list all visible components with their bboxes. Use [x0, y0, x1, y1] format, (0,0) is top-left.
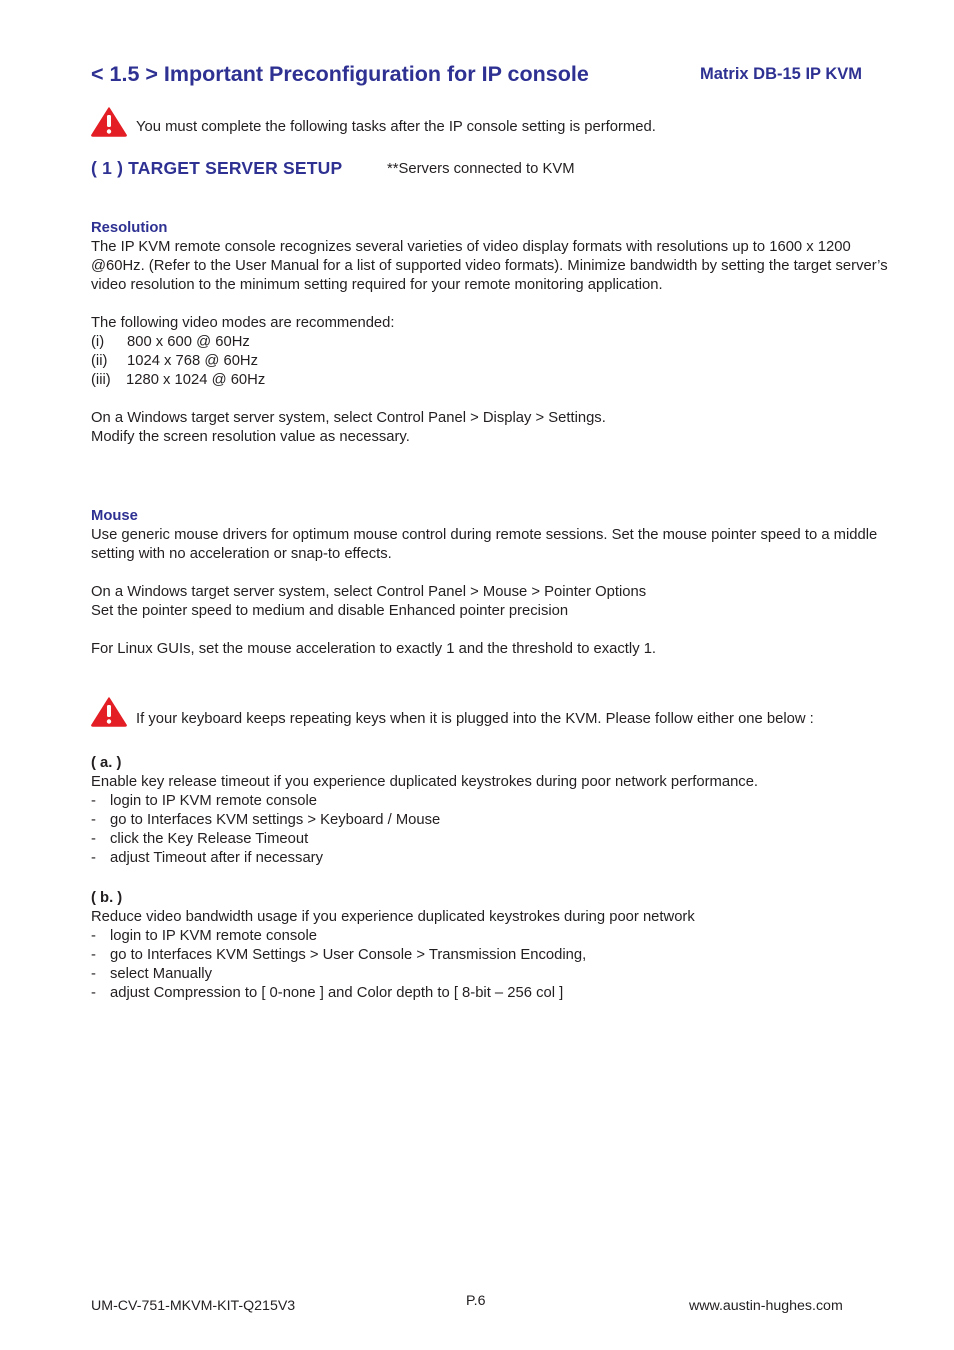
- linux-mouse-instruction: For Linux GUIs, set the mouse acceleration to exactly 1 and the threshold to exactly 1.: [91, 641, 657, 657]
- list-item: - adjust Compression to [ 0-none ] and Color depth to [ 8-bit – 256 col ]: [91, 985, 564, 1001]
- mouse-heading: Mouse: [91, 508, 138, 524]
- warning-icon: [91, 697, 127, 727]
- mouse-section: [91, 507, 901, 659]
- website-url: www.austin-hughes.com: [689, 1298, 843, 1314]
- resolution-paragraph: The IP KVM remote console recognizes several varieties of video display formats with resolutions up to 1600 x 1200 @60Hz. (Refer to the User Manual for a list of supported video formats). Minimize bandwidth by setting the target server’s video resolution to the minimum setting required for your remote monitoring application.: [91, 239, 888, 293]
- section-note: **Servers connected to KVM: [387, 161, 575, 177]
- list-item: - go to Interfaces KVM settings > Keyboard / Mouse: [91, 812, 441, 828]
- resolution-section: [91, 219, 901, 447]
- option-b-label: ( b. ): [91, 890, 123, 906]
- list-item: - login to IP KVM remote console: [91, 793, 317, 809]
- warning-icon: [91, 107, 127, 137]
- modify-resolution-instruction: Modify the screen resolution value as necessary.: [91, 429, 410, 445]
- pointer-speed-instruction: Set the pointer speed to medium and disable Enhanced pointer precision: [91, 603, 569, 619]
- list-item: - select Manually: [91, 966, 212, 982]
- option-a-label: ( a. ): [91, 755, 122, 771]
- modes-intro: The following video modes are recommended:: [91, 315, 395, 331]
- list-item: - adjust Timeout after if necessary: [91, 850, 324, 866]
- resolution-heading: Resolution: [91, 220, 168, 236]
- windows-mouse-instruction: On a Windows target server system, select Control Panel > Mouse > Pointer Options: [91, 584, 647, 600]
- page-title: < 1.5 > Important Preconfiguration for IP console: [91, 62, 589, 86]
- list-item: - login to IP KVM remote console: [91, 928, 317, 944]
- list-item: - click the Key Release Timeout: [91, 831, 309, 847]
- warning-text: You must complete the following tasks after the IP console setting is performed.: [136, 119, 656, 135]
- list-item: - go to Interfaces KVM Settings > User Console > Transmission Encoding,: [91, 947, 587, 963]
- page-number: P.6: [466, 1293, 486, 1309]
- windows-display-instruction: On a Windows target server system, select Control Panel > Display > Settings.: [91, 410, 606, 426]
- keyboard-warning-text: If your keyboard keeps repeating keys when it is plugged into the KVM. Please follow either one below :: [136, 711, 814, 727]
- list-item: (i) 800 x 600 @ 60Hz: [91, 334, 250, 350]
- list-item: (ii) 1024 x 768 @ 60Hz: [91, 353, 259, 369]
- option-a-intro: Enable key release timeout if you experience duplicated keystrokes during poor network performance.: [91, 774, 759, 790]
- product-name: Matrix DB-15 IP KVM: [700, 65, 862, 83]
- option-b-intro: Reduce video bandwidth usage if you experience duplicated keystrokes during poor network: [91, 909, 695, 925]
- section-heading: ( 1 ) TARGET SERVER SETUP: [91, 158, 343, 178]
- option-a-section: [91, 754, 901, 868]
- document-code: UM-CV-751-MKVM-KIT-Q215V3: [91, 1298, 296, 1314]
- list-item: (iii) 1280 x 1024 @ 60Hz: [91, 372, 266, 388]
- option-b-section: [91, 889, 901, 1003]
- mouse-paragraph: Use generic mouse drivers for optimum mouse control during remote sessions. Set the mouse pointer speed to a middle setting with no acceleration or snap-to effects.: [91, 527, 878, 562]
